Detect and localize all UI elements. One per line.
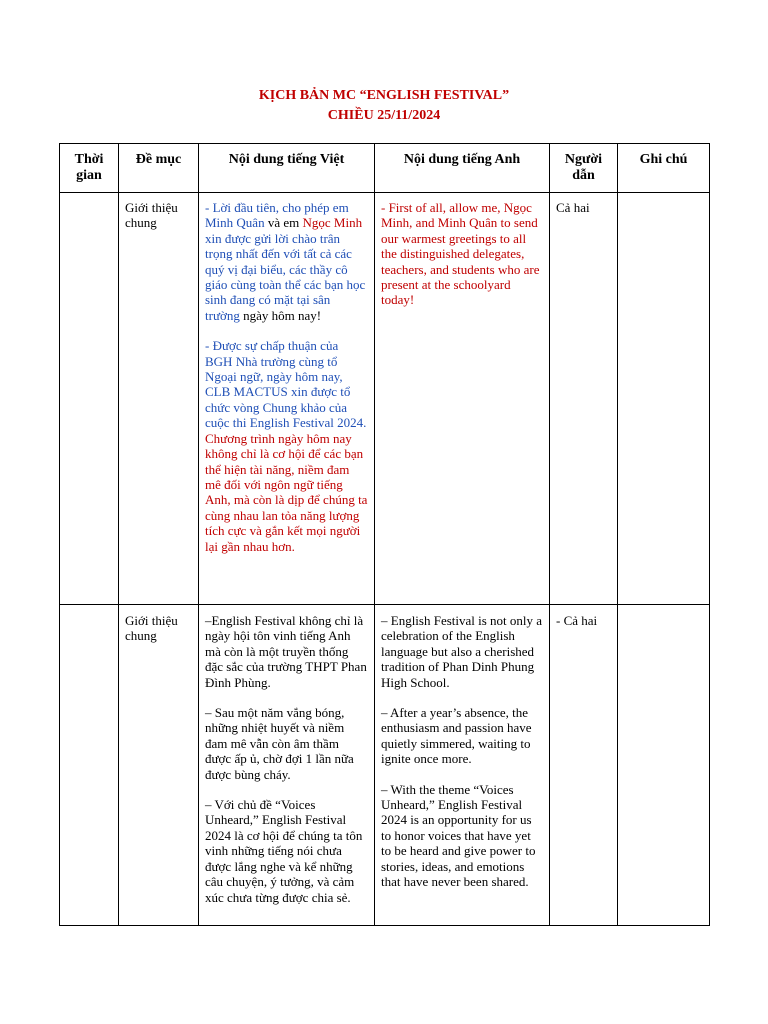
cell-english bbox=[375, 193, 550, 605]
text-black: và em bbox=[264, 215, 303, 231]
cell-vietnamese bbox=[199, 605, 375, 926]
vietnamese-paragraph: –English Festival không chỉ là ngày hội tôn vinh tiếng Anh mà còn là một truyền thống đặc sắc của trường THPT Phan Đình Phùng. bbox=[205, 613, 367, 690]
vietnamese-paragraph bbox=[205, 338, 368, 554]
text-blue: - Được sự chấp thuận của BGH Nhà trường cùng tổ Ngoại ngữ, ngày hôm nay, CLB MACTUS xin được tổ chức vòng Chung khảo của cuộc thi English Festival 2024. bbox=[205, 338, 367, 431]
cell-topic: Giới thiệu chung bbox=[119, 193, 199, 605]
cell-note bbox=[618, 605, 710, 926]
vietnamese-paragraph: – Sau một năm vắng bóng, những nhiệt huyết và niềm đam mê vẫn còn âm thầm được ấp ủ, chờ đợi 1 lần nữa được bùng cháy. bbox=[205, 705, 354, 782]
table-header-row bbox=[60, 144, 710, 193]
header-vietnamese: Nội dung tiếng Việt bbox=[199, 144, 375, 193]
cell-time bbox=[60, 605, 119, 926]
header-note: Ghi chú bbox=[618, 144, 710, 193]
text-red: Chương trình ngày hôm nay không chỉ là cơ hội để các bạn thể hiện tài năng, niềm đam mê đối với ngôn ngữ tiếng Anh, mà còn là dịp để chúng ta cùng nhau lan tỏa năng lượng tích cực và gắn kết mọi người lại gần nhau hơn. bbox=[205, 430, 368, 554]
header-time: Thời gian bbox=[60, 144, 119, 193]
table-row bbox=[60, 605, 710, 926]
cell-topic: Giới thiệu chung bbox=[119, 605, 199, 926]
text-blue: - Lời đầu tiên, cho phép em Minh Quân bbox=[205, 200, 349, 231]
cell-person: - Cả hai bbox=[550, 605, 618, 926]
header-topic: Đề mục bbox=[119, 144, 199, 193]
header-person: Người dẫn bbox=[550, 144, 618, 193]
cell-note bbox=[618, 193, 710, 605]
english-paragraph: – With the theme “Voices Unheard,” English Festival 2024 is an opportunity for us to honor voices that have yet to be heard and give power to stories, ideas, and emotions that have never been shared. bbox=[381, 781, 536, 890]
text-red: Ngọc Minh bbox=[302, 215, 363, 231]
vietnamese-paragraph: – Với chủ đề “Voices Unheard,” English Festival 2024 là cơ hội để chúng ta tôn vinh những tiếng nói chưa được lắng nghe và kể những câu chuyện, ý tưởng, và cảm xúc chưa từng được chia sẻ. bbox=[205, 797, 363, 905]
title-line-1: KỊCH BẢN MC “ENGLISH FESTIVAL” bbox=[258, 88, 510, 103]
table-row bbox=[60, 193, 710, 605]
vietnamese-paragraph bbox=[205, 200, 368, 323]
cell-time bbox=[60, 193, 119, 605]
english-paragraph: – After a year’s absence, the enthusiasm and passion have quietly simmered, waiting to ignite once more. bbox=[381, 705, 532, 767]
cell-vietnamese bbox=[199, 193, 375, 605]
header-english: Nội dung tiếng Anh bbox=[375, 144, 550, 193]
english-paragraph: – English Festival is not only a celebration of the English language but also a cherished tradition of Phan Dinh Phung High School. bbox=[381, 613, 543, 690]
document-title bbox=[0, 86, 768, 126]
script-table bbox=[59, 143, 710, 926]
cell-person: Cả hai bbox=[550, 193, 618, 605]
text-black: ngày hôm nay! bbox=[239, 307, 322, 323]
english-paragraph: - First of all, allow me, Ngọc Minh, and Minh Quân to send our warmest greetings to all the distinguished delegates, teachers, and students who are present at the schoolyard today! bbox=[381, 200, 540, 308]
title-line-2: CHIỀU 25/11/2024 bbox=[327, 108, 441, 123]
cell-english bbox=[375, 605, 550, 926]
text-blue: xin được gửi lời chào trân trọng nhất đến với tất cả các quý vị đại biểu, các thầy cô giáo cùng toàn thể các bạn học sinh đang có mặt tại sân trường bbox=[205, 230, 366, 323]
